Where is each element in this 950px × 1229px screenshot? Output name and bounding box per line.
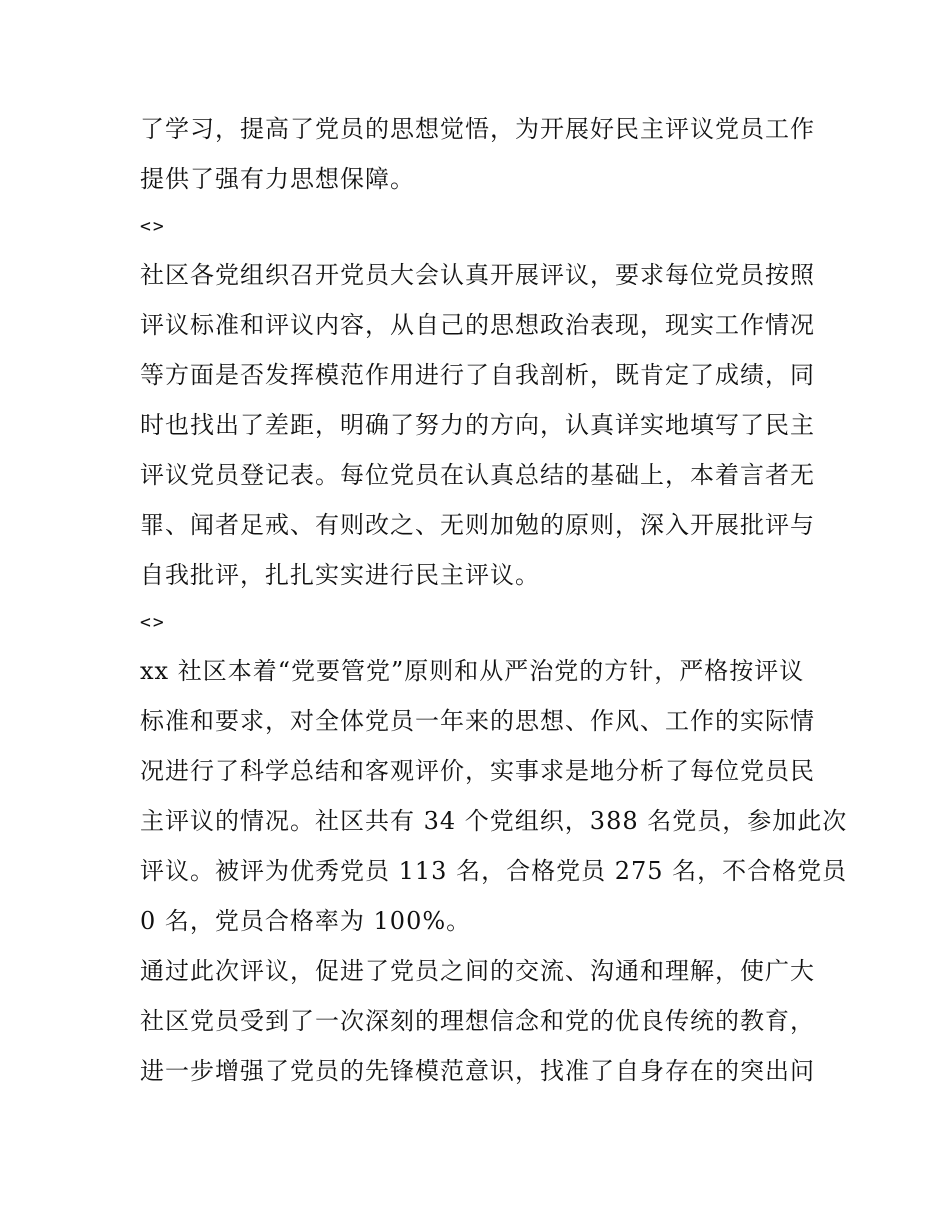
text-line: 0 名，党员合格率为 100%。 bbox=[140, 907, 472, 935]
text-line: 评议党员登记表。每位党员在认真总结的基础上，本着言者无 bbox=[140, 461, 815, 489]
separator-mark: <> bbox=[140, 612, 166, 633]
text-line: 进一步增强了党员的先锋模范意识，找准了自身存在的突出问 bbox=[140, 1057, 815, 1085]
text-line: 主评议的情况。社区共有 34 个党组织，388 名党员，参加此次 bbox=[140, 807, 848, 835]
text-line: 社区各党组织召开党员大会认真开展评议，要求每位党员按照 bbox=[140, 261, 815, 289]
text-line: 评议。被评为优秀党员 113 名，合格党员 275 名，不合格党员 bbox=[140, 857, 848, 885]
text-line: 了学习，提高了党员的思想觉悟，为开展好民主评议党员工作 bbox=[140, 115, 815, 143]
text-line: 通过此次评议，促进了党员之间的交流、沟通和理解，使广大 bbox=[140, 957, 815, 985]
text-line: 时也找出了差距，明确了努力的方向，认真详实地填写了民主 bbox=[140, 411, 815, 439]
paragraph bbox=[140, 946, 830, 1096]
document-body bbox=[140, 104, 848, 1096]
text-line: 标准和要求，对全体党员一年来的思想、作风、工作的实际情 bbox=[140, 707, 815, 735]
text-line: 提供了强有力思想保障。 bbox=[140, 165, 415, 193]
separator-mark: <> bbox=[140, 216, 166, 237]
text-line: 社区党员受到了一次深刻的理想信念和党的优良传统的教育， bbox=[140, 1007, 815, 1035]
paragraph bbox=[140, 104, 830, 204]
text-line: 况进行了科学总结和客观评价，实事求是地分析了每位党员民 bbox=[140, 757, 815, 785]
text-line: xx 社区本着“党要管党”原则和从严治党的方针，严格按评议 bbox=[140, 657, 805, 685]
text-line: 等方面是否发挥模范作用进行了自我剖析，既肯定了成绩，同 bbox=[140, 361, 815, 389]
text-line: 罪、闻者足戒、有则改之、无则加勉的原则，深入开展批评与 bbox=[140, 511, 815, 539]
text-line: 评议标准和评议内容，从自己的思想政治表现，现实工作情况 bbox=[140, 311, 815, 339]
paragraph bbox=[140, 646, 848, 946]
paragraph bbox=[140, 250, 830, 600]
text-line: 自我批评，扎扎实实进行民主评议。 bbox=[140, 561, 540, 589]
